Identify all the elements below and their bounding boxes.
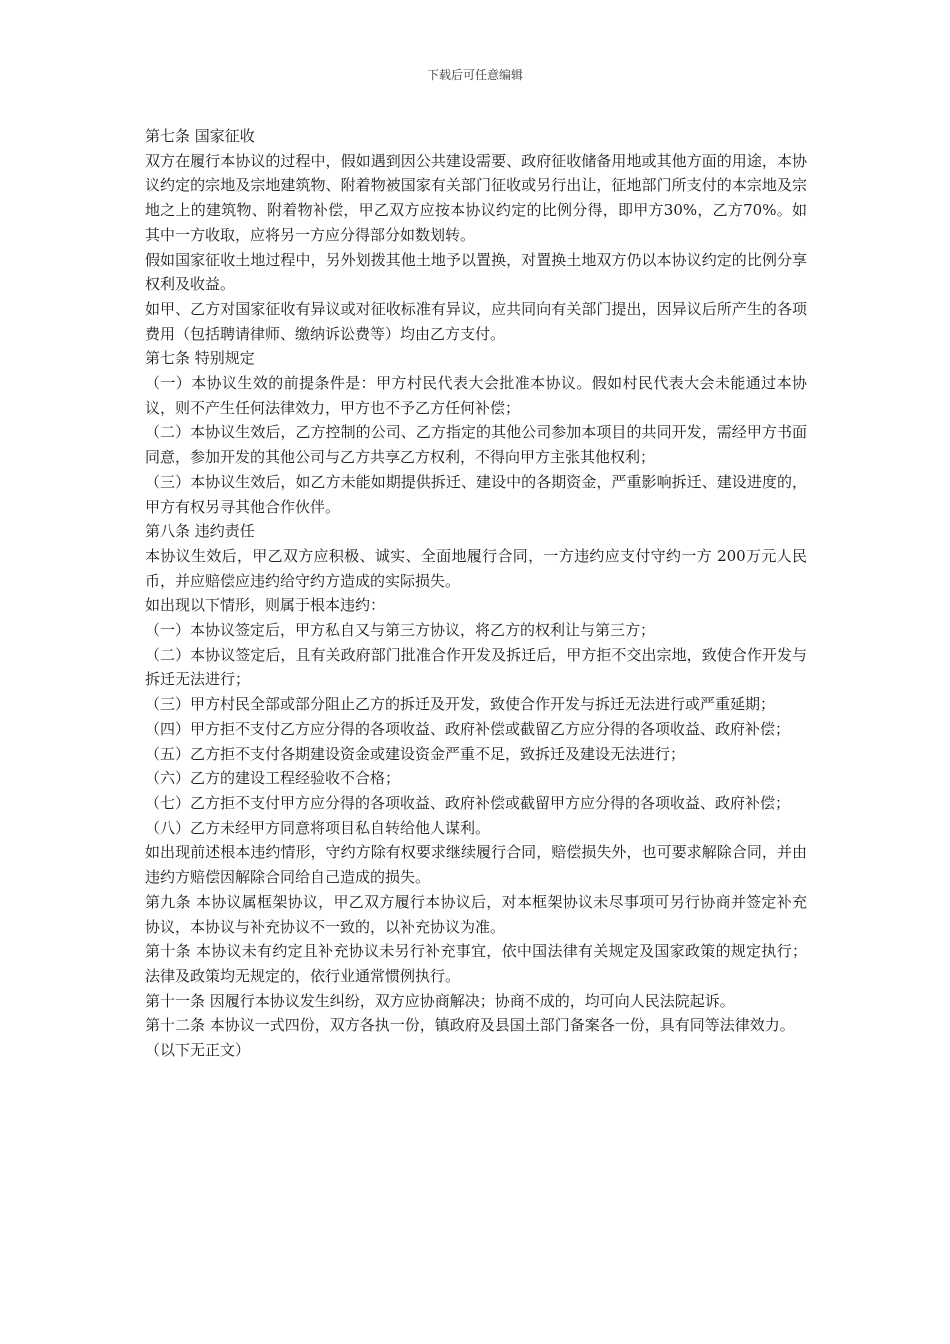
section-heading: 第七条 特别规定 xyxy=(145,349,255,368)
clause: 第十二条 本协议一式四份，双方各执一份，镇政府及县国土部门备案各一份，具有同等法律效力。 xyxy=(145,1016,795,1035)
paragraph: 如出现前述根本违约情形，守约方除有权要求继续履行合同，赔偿损失外，也可要求解除合同，并由违约方赔偿因解除合同给自己造成的损失。 xyxy=(145,843,807,887)
end-note: （以下无正文） xyxy=(145,1041,251,1060)
list-item: （二）本协议生效后，乙方控制的公司、乙方指定的其他公司参加本项目的共同开发，需经甲方书面同意，参加开发的其他公司与乙方共享乙方权利，不得向甲方主张其他权利； xyxy=(145,423,807,467)
document-body xyxy=(145,124,807,1063)
section-heading: 第八条 违约责任 xyxy=(145,522,255,541)
list-item: （五）乙方拒不支付各期建设资金或建设资金严重不足，致拆迁及建设无法进行； xyxy=(145,744,686,763)
list-item: （一）本协议签定后，甲方私自又与第三方协议，将乙方的权利让与第三方； xyxy=(145,621,656,640)
clause: 第十一条 因履行本协议发生纠纷，双方应协商解决；协商不成的，均可向人民法院起诉。 xyxy=(145,991,735,1010)
list-item: （八）乙方未经甲方同意将项目私自转给他人谋利。 xyxy=(145,818,491,837)
list-item: （一）本协议生效的前提条件是：甲方村民代表大会批准本协议。假如村民代表大会未能通过本协议，则不产生任何法律效力，甲方也不予乙方任何补偿； xyxy=(145,374,807,417)
list-item: （二）本协议签定后，且有关政府部门批准合作开发及拆迁后，甲方拒不交出宗地，致使合作开发与拆迁无法进行； xyxy=(145,645,807,689)
paragraph: 如甲、乙方对国家征收有异议或对征收标准有异议，应共同向有关部门提出，因异议后所产生的各项费用（包括聘请律师、缴纳诉讼费等）均由乙方支付。 xyxy=(145,299,807,343)
section-heading: 第七条 国家征收 xyxy=(145,127,255,145)
clause: 第九条 本协议属框架协议，甲乙双方履行本协议后，对本框架协议未尽事项可另行协商并签定补充协议，本协议与补充协议不一致的，以补充协议为准。 xyxy=(145,892,807,936)
paragraph: 如出现以下情形，则属于根本违约： xyxy=(145,596,386,615)
list-item: （三）本协议生效后，如乙方未能如期提供拆迁、建设中的各期资金，严重影响拆迁、建设进度的，甲方有权另寻其他合作伙伴。 xyxy=(145,472,807,516)
list-item: （六）乙方的建设工程经验收不合格； xyxy=(145,769,401,788)
list-item: （三）甲方村民全部或部分阻止乙方的拆迁及开发，致使合作开发与拆迁无法进行或严重延期； xyxy=(145,695,776,714)
paragraph: 双方在履行本协议的过程中，假如遇到因公共建设需要、政府征收储备用地或其他方面的用途，本协议约定的宗地及宗地建筑物、附着物被国家有关部门征收或另行出让，征地部门所支付的本宗地及宗地之上的建筑物、附着物补偿，甲乙双方应按本协议约定的比例分得，即甲方30%，乙方70%。如其中一方收取，应将另一方应分得部分如数划转。 xyxy=(145,151,807,244)
paragraph: 假如国家征收土地过程中，另外划拨其他土地予以置换，对置换土地双方仍以本协议约定的比例分享权利及收益。 xyxy=(145,250,807,294)
list-item: （四）甲方拒不支付乙方应分得的各项收益、政府补偿或截留乙方应分得的各项收益、政府补偿； xyxy=(145,719,791,738)
page-header: 下载后可任意编辑 xyxy=(426,68,523,82)
paragraph: 本协议生效后，甲乙双方应积极、诚实、全面地履行合同，一方违约应支付守约一方 200万元人民币，并应赔偿应违约给守约方造成的实际损失。 xyxy=(145,546,807,590)
list-item: （七）乙方拒不支付甲方应分得的各项收益、政府补偿或截留甲方应分得的各项收益、政府补偿； xyxy=(145,793,791,812)
clause: 第十条 本协议未有约定且补充协议未另行补充事宜，依中国法律有关规定及国家政策的规定执行；法律及政策均无规定的，依行业通常惯例执行。 xyxy=(145,942,807,985)
